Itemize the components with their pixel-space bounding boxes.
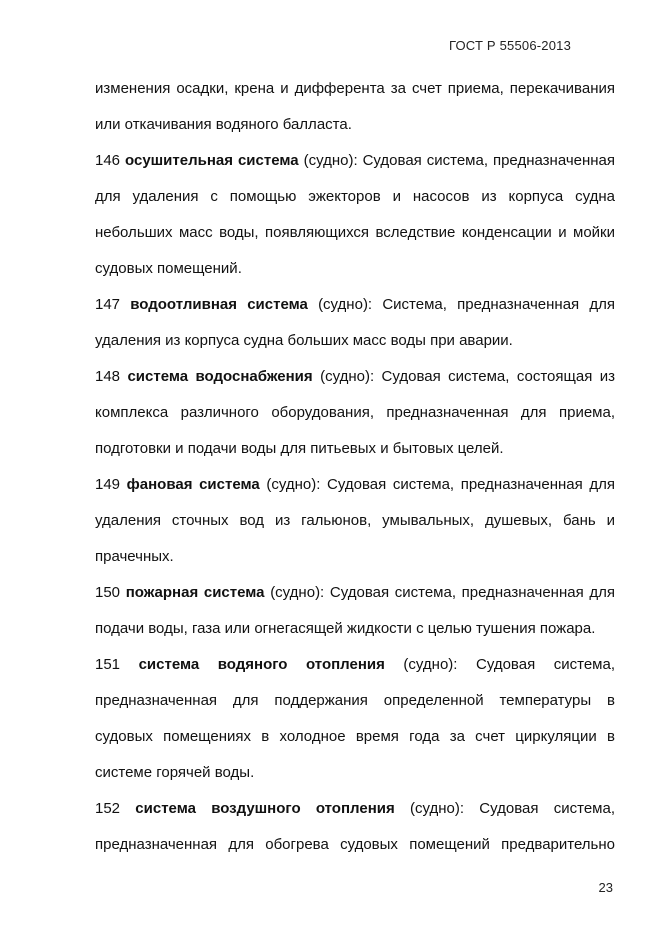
page-number: 23: [598, 880, 613, 895]
entry-term: пожарная система: [125, 584, 265, 601]
entry-term: фановая система: [126, 476, 260, 493]
entry-number: 152: [95, 800, 121, 817]
entry-definition: изменения осадки, крена и дифферента за счет приема, перекачивания или откачивания водяного балласта.: [95, 80, 615, 133]
entry-definition: (судно): Судовая система, предназначенная для удаления сточных вод из гальюнов, умывальных, душевых, бань и прачечных.: [95, 476, 615, 565]
entry-number: 150: [95, 584, 121, 601]
document-id-header: ГОСТ Р 55506-2013: [448, 38, 571, 53]
glossary-entry-150: [95, 575, 615, 647]
entry-term: система воздушного отопления: [135, 800, 395, 817]
entry-definition: (судно): Судовая система, предназначенная для удаления с помощью эжекторов и насосов из корпуса судна небольших масс воды, появляющихся вследствие конденсации и мойки судовых помещений.: [95, 152, 616, 277]
glossary-text: [95, 71, 615, 863]
glossary-entry-147: [95, 287, 615, 359]
entry-term: система водяного отопления: [138, 656, 385, 673]
entry-number: 149: [95, 476, 121, 493]
entry-term: водоотливная система: [130, 296, 308, 313]
glossary-entry-146: [95, 143, 615, 287]
entry-term: система водоснабжения: [127, 368, 313, 385]
glossary-entry-148: [95, 359, 615, 467]
entry-definition: (судно): Судовая система, предназначенная для поддержания определенной температуры в судовых помещениях в холодное время года за счет циркуляции в системе горячей воды.: [95, 656, 615, 781]
entry-term: осушительная система: [125, 152, 299, 169]
entry-definition: (судно): Судовая система, предназначенная для подачи воды, газа или огнегасящей жидкости с целью тушения пожара.: [95, 584, 616, 637]
entry-number: 148: [95, 368, 121, 385]
entry-definition: (судно): Судовая система, состоящая из комплекса различного оборудования, предназначенная для приема, подготовки и подачи воды для питьевых и бытовых целей.: [95, 368, 616, 457]
entry-definition: (судно): Судовая система, предназначенная для обогрева судовых помещений предварительно: [95, 800, 616, 853]
entry-definition: (судно): Система, предназначенная для удаления из корпуса судна больших масс воды при аварии.: [95, 296, 615, 349]
glossary-entry-149: [95, 467, 615, 575]
glossary-entry-152: [95, 791, 615, 863]
glossary-entry-continuation: [95, 71, 615, 143]
glossary-entry-151: [95, 647, 615, 791]
entry-number: 151: [95, 656, 121, 673]
entry-number: 146: [95, 152, 121, 169]
entry-number: 147: [95, 296, 121, 313]
